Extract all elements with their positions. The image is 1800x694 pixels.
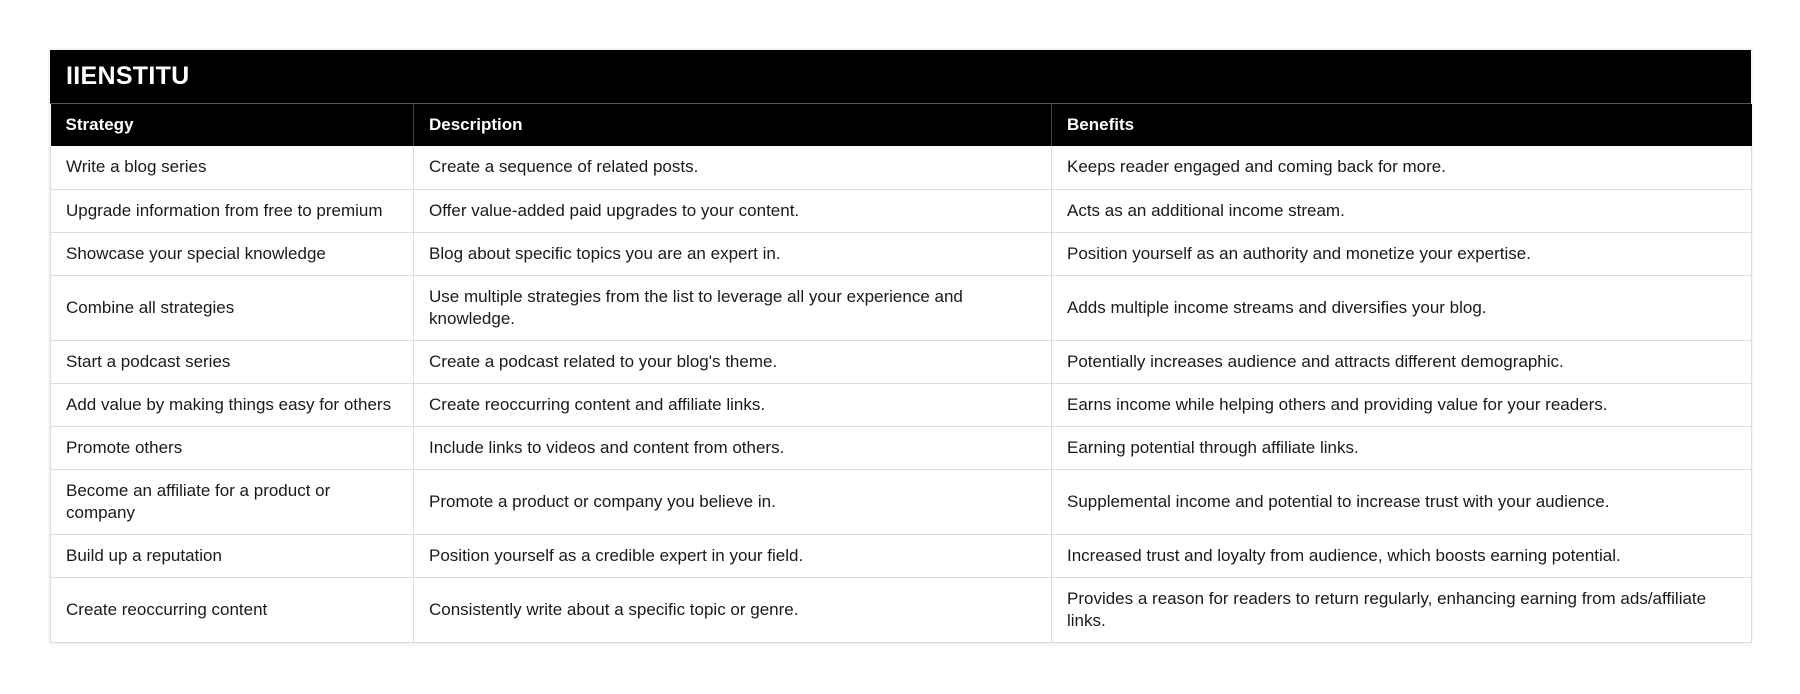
cell-strategy: Build up a reputation <box>51 534 414 577</box>
table-row <box>51 146 1752 189</box>
cell-description: Consistently write about a specific topic or genre. <box>414 577 1052 642</box>
cell-description: Create reoccurring content and affiliate links. <box>414 383 1052 426</box>
header-strategy: Strategy <box>51 104 414 146</box>
header-row <box>51 104 1752 146</box>
cell-benefits: Earns income while helping others and providing value for your readers. <box>1052 383 1752 426</box>
cell-strategy: Showcase your special knowledge <box>51 232 414 275</box>
table-row <box>51 469 1752 534</box>
strategy-table <box>50 104 1752 643</box>
table-row <box>51 426 1752 469</box>
cell-description: Create a sequence of related posts. <box>414 146 1052 189</box>
cell-description: Create a podcast related to your blog's theme. <box>414 340 1052 383</box>
cell-benefits: Provides a reason for readers to return regularly, enhancing earning from ads/affiliate links. <box>1052 577 1752 642</box>
cell-strategy: Add value by making things easy for others <box>51 383 414 426</box>
table-header <box>51 104 1752 146</box>
table-row <box>51 577 1752 642</box>
cell-benefits: Keeps reader engaged and coming back for more. <box>1052 146 1752 189</box>
cell-strategy: Write a blog series <box>51 146 414 189</box>
cell-benefits: Earning potential through affiliate links. <box>1052 426 1752 469</box>
cell-benefits: Supplemental income and potential to increase trust with your audience. <box>1052 469 1752 534</box>
cell-strategy: Upgrade information from free to premium <box>51 189 414 232</box>
cell-strategy: Become an affiliate for a product or company <box>51 469 414 534</box>
header-description: Description <box>414 104 1052 146</box>
cell-description: Offer value-added paid upgrades to your content. <box>414 189 1052 232</box>
cell-strategy: Promote others <box>51 426 414 469</box>
cell-benefits: Increased trust and loyalty from audience, which boosts earning potential. <box>1052 534 1752 577</box>
cell-strategy: Create reoccurring content <box>51 577 414 642</box>
table-row <box>51 340 1752 383</box>
cell-description: Include links to videos and content from others. <box>414 426 1052 469</box>
table-title: IIENSTITU <box>50 50 1751 104</box>
table-row <box>51 383 1752 426</box>
table-row <box>51 189 1752 232</box>
cell-description: Use multiple strategies from the list to leverage all your experience and knowledge. <box>414 275 1052 340</box>
cell-description: Promote a product or company you believe in. <box>414 469 1052 534</box>
table-row <box>51 275 1752 340</box>
cell-description: Blog about specific topics you are an expert in. <box>414 232 1052 275</box>
table-body <box>51 146 1752 642</box>
strategy-table-card <box>50 50 1751 643</box>
cell-benefits: Acts as an additional income stream. <box>1052 189 1752 232</box>
cell-benefits: Potentially increases audience and attracts different demographic. <box>1052 340 1752 383</box>
table-row <box>51 534 1752 577</box>
table-row <box>51 232 1752 275</box>
header-benefits: Benefits <box>1052 104 1752 146</box>
cell-benefits: Position yourself as an authority and monetize your expertise. <box>1052 232 1752 275</box>
cell-strategy: Combine all strategies <box>51 275 414 340</box>
cell-benefits: Adds multiple income streams and diversifies your blog. <box>1052 275 1752 340</box>
cell-strategy: Start a podcast series <box>51 340 414 383</box>
cell-description: Position yourself as a credible expert in your field. <box>414 534 1052 577</box>
